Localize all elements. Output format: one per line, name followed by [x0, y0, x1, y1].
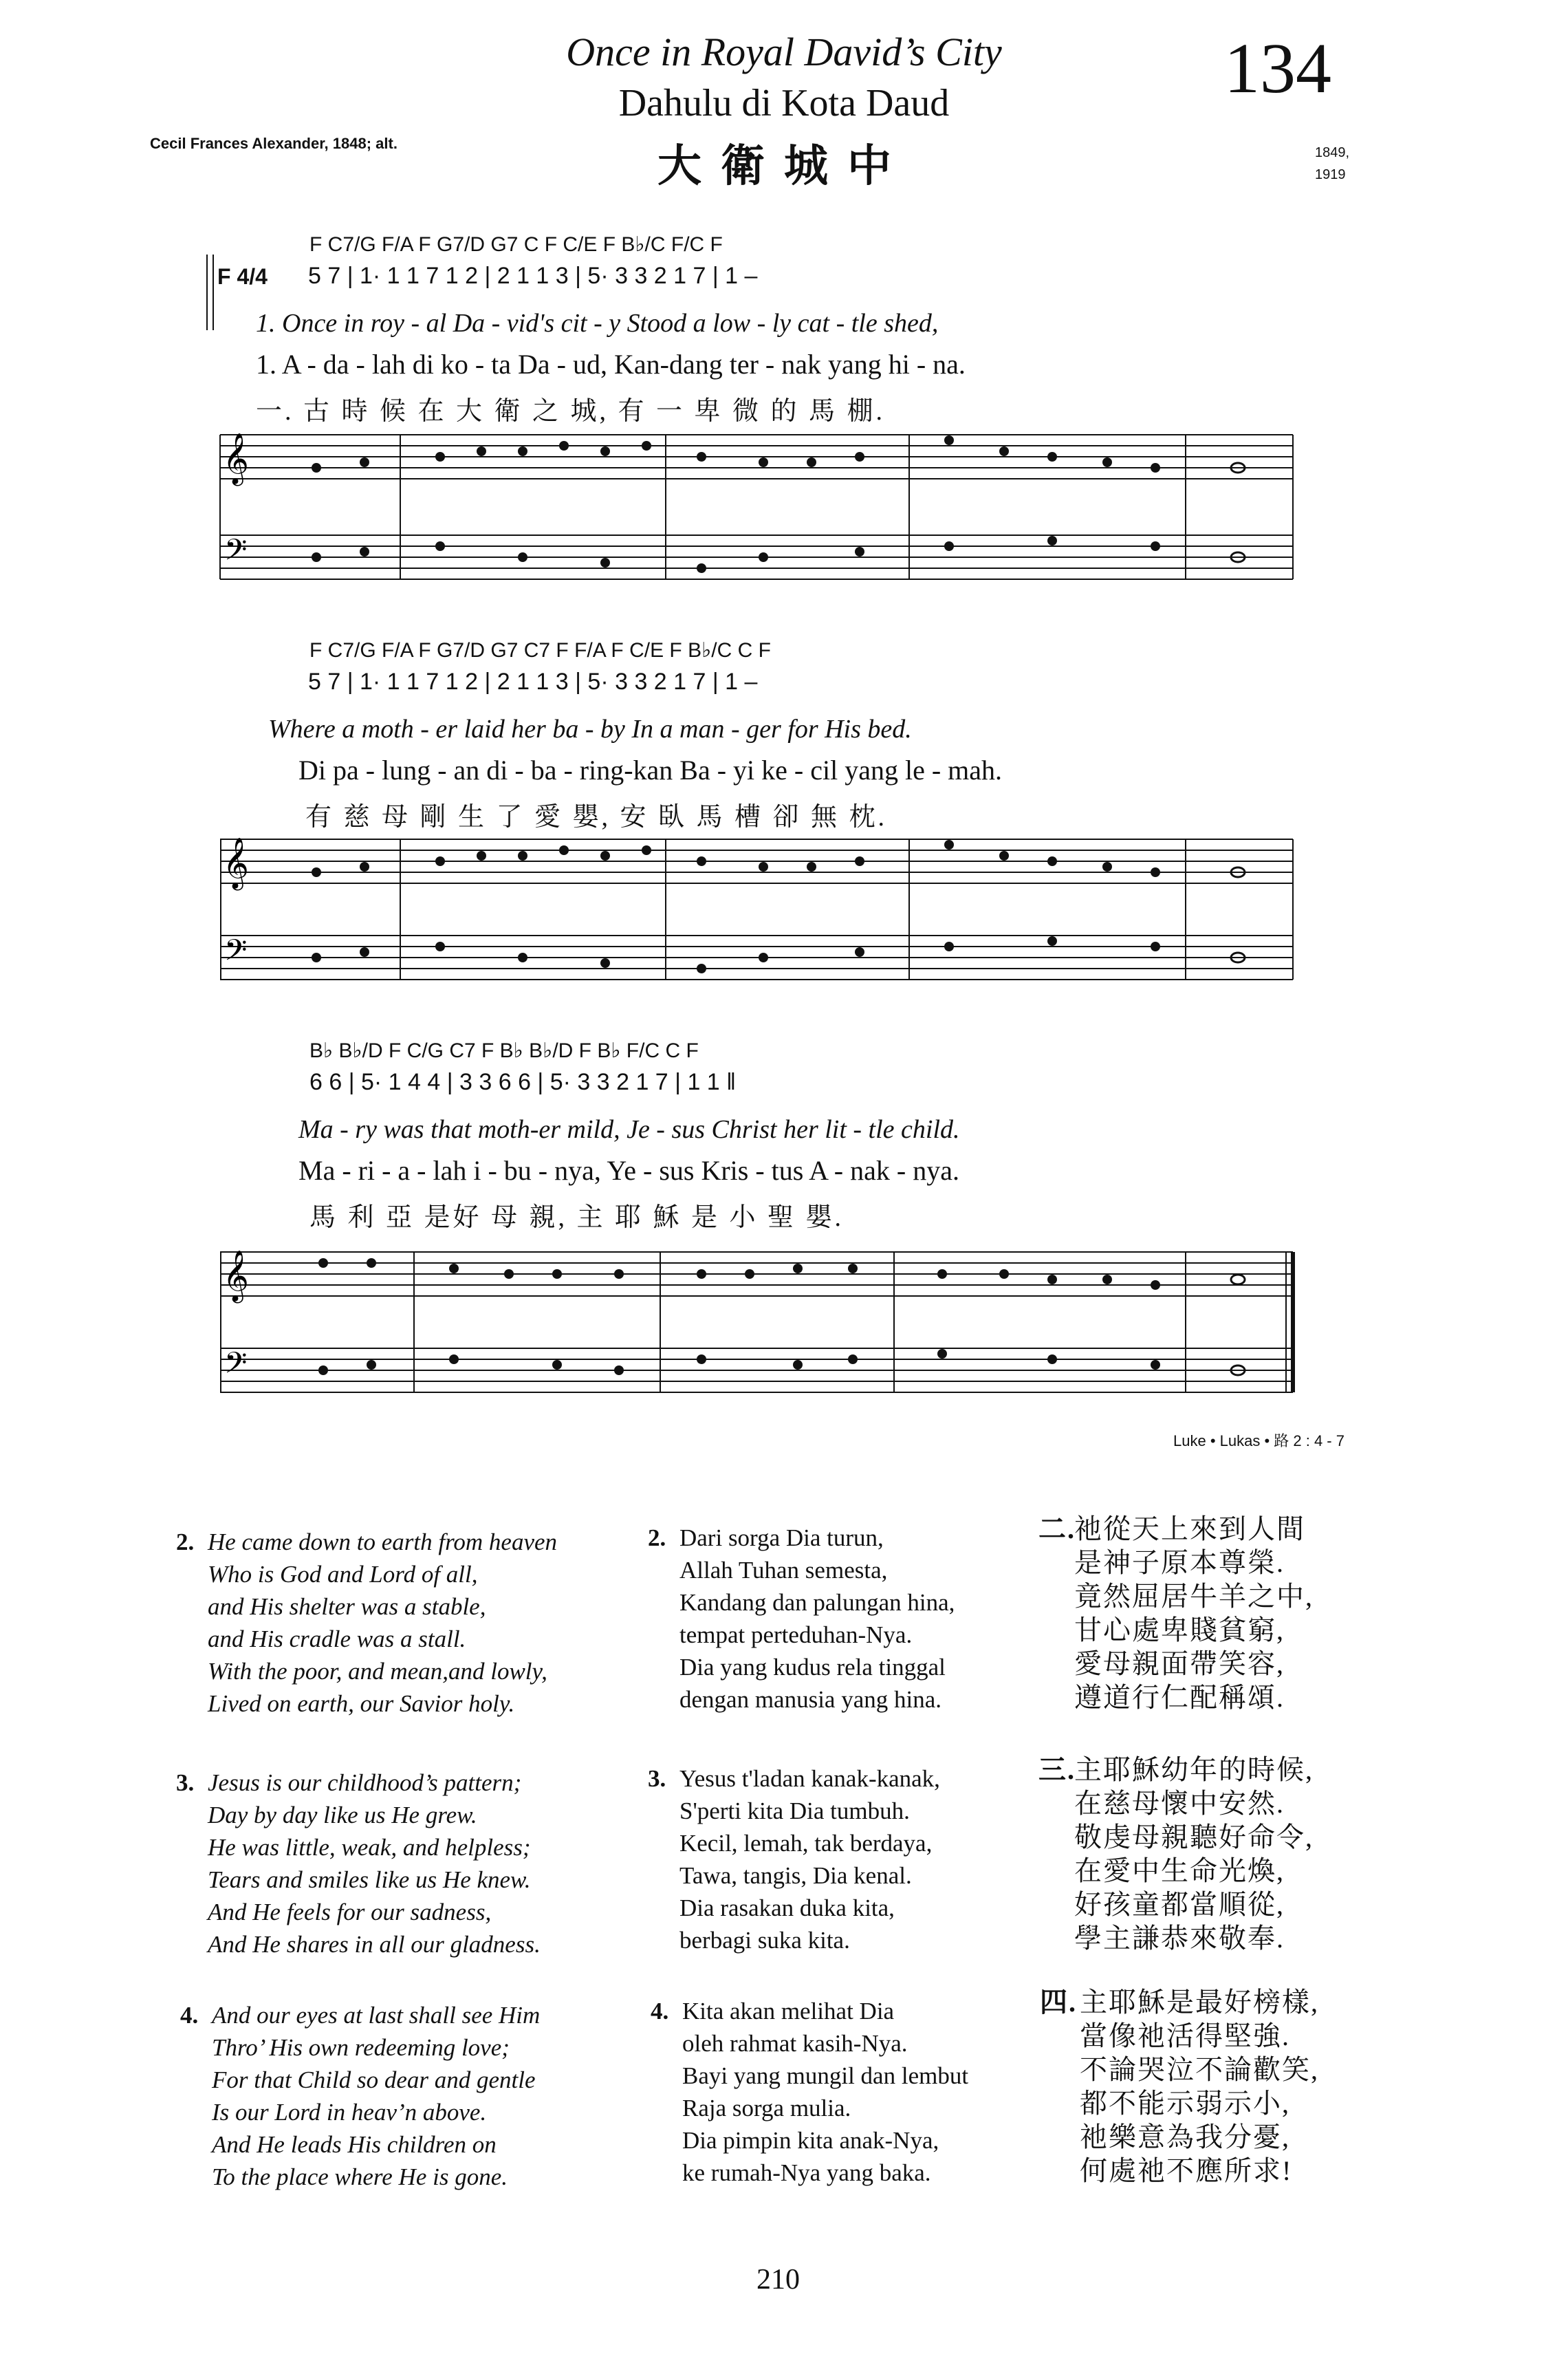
verse-line: 不論哭泣不論歡笑, — [1080, 2054, 1319, 2085]
verse-line: Is our Lord in heav’n above. — [212, 2099, 487, 2126]
verse-line: He came down to earth from heaven — [208, 1529, 558, 1555]
solfa-notation: 5 7 | 1· 1 1 7 1 2 | 2 1 1 3 | 5· 3 3 2 1 7 | 1 – — [308, 263, 758, 289]
solfa-notation: 6 6 | 5· 1 4 4 | 3 3 6 6 | 5· 3 3 2 1 7 | 1 1 ‖ — [309, 1069, 737, 1095]
verse-line: Day by day like us He grew. — [208, 1802, 477, 1828]
verse-line: To the place where He is gone. — [212, 2163, 508, 2190]
verse-line: 主耶穌是最好榜樣, — [1080, 1987, 1319, 2018]
verse-line: Thro’ His own redeeming love; — [212, 2034, 510, 2061]
verse-4-english — [180, 1999, 541, 2193]
verse-line: 甘心處卑賤貧窮, — [1074, 1615, 1285, 1645]
composer-years — [1315, 142, 1349, 186]
lyrics-indonesian: 1. A - da - lah di ko - ta Da - ud, Kan-dang ter - nak yang hi - na. — [256, 349, 966, 380]
verse-line: Kecil, lemah, tak berdaya, — [679, 1830, 933, 1857]
verse-number: 4. — [180, 2002, 199, 2029]
verse-line: And He feels for our sadness, — [208, 1899, 492, 1925]
verse-line: oleh rahmat kasih-Nya. — [682, 2030, 908, 2057]
verse-3-indonesian — [648, 1762, 940, 1956]
verse-line: Kita akan melihat Dia — [682, 1998, 895, 2024]
verse-line: Dia pimpin kita anak-Nya, — [682, 2127, 939, 2154]
lyrics-english: Ma - ry was that moth-er mild, Je - sus Christ her lit - tle child. — [298, 1115, 960, 1144]
verse-line: 祂從天上來到人間 — [1074, 1513, 1305, 1544]
verse-number: 2. — [176, 1529, 195, 1555]
verse-line: S'perti kita Dia tumbuh. — [679, 1797, 910, 1824]
verse-line: 祂樂意為我分憂, — [1080, 2121, 1290, 2152]
verse-4-chinese — [1040, 1985, 1319, 2188]
verse-number: 4. — [651, 1998, 669, 2024]
verse-line: berbagi suka kita. — [679, 1927, 850, 1954]
score-staff-system-2 — [220, 812, 1307, 1004]
svg-text:𝄞: 𝄞 — [223, 433, 249, 484]
verse-line: 在愛中生命光煥, — [1074, 1855, 1285, 1886]
chord-symbols: F C7/G F/A F G7/D G7 C7 F F/A F C/E F B♭/C C F — [309, 639, 771, 662]
verse-line: ke rumah-Nya yang baka. — [682, 2159, 931, 2186]
verse-line: And He leads His children on — [212, 2131, 497, 2158]
verse-line: Tawa, tangis, Dia kenal. — [679, 1862, 912, 1889]
verse-line: And our eyes at last shall see Him — [212, 2002, 541, 2029]
verse-line: And He shares in all our gladness. — [208, 1931, 541, 1958]
verse-line: 都不能示弱示小, — [1080, 2088, 1290, 2119]
verse-line: 愛母親面帶笑容, — [1074, 1648, 1285, 1679]
lyrics-chinese: 一. 古 時 候 在 大 衛 之 城, 有 一 卑 微 的 馬 棚. — [256, 397, 886, 426]
verse-3-chinese — [1038, 1753, 1314, 1955]
verse-line: Dari sorga Dia turun, — [679, 1524, 884, 1551]
page-number: 210 — [756, 2264, 800, 2296]
verse-line: 是神子原本尊榮. — [1074, 1547, 1285, 1578]
verse-number: 3. — [176, 1769, 195, 1796]
verse-line: Bayi yang mungil dan lembut — [682, 2062, 969, 2089]
verse-2-indonesian — [648, 1522, 955, 1716]
svg-text:𝄞: 𝄞 — [223, 1251, 249, 1302]
lyrics-english: 1. Once in roy - al Da - vid's cit - y Stood a low - ly cat - tle shed, — [256, 309, 939, 338]
svg-text:𝄢: 𝄢 — [224, 933, 248, 975]
verse-number: 四. — [1040, 1987, 1077, 2018]
scripture-reference: Luke • Lukas • 路 2 : 4 - 7 — [1173, 1432, 1344, 1449]
verse-line: 遵道行仁配稱頌. — [1074, 1682, 1285, 1713]
verse-number: 3. — [648, 1765, 666, 1792]
verse-line: and His cradle was a stall. — [208, 1626, 466, 1652]
verse-line: Who is God and Lord of all, — [208, 1561, 478, 1588]
verse-line: He was little, weak, and helpless; — [208, 1834, 531, 1861]
verse-line: Dia rasakan duka kita, — [679, 1894, 895, 1921]
verse-line: 學主謙恭來敬奉. — [1074, 1923, 1285, 1954]
chord-symbols: B♭ B♭/D F C/G C7 F B♭ B♭/D F B♭ F/C C F — [309, 1039, 699, 1062]
verse-3-english — [176, 1767, 541, 1961]
verse-line: tempat perteduhan-Nya. — [679, 1621, 913, 1648]
verse-line: For that Child so dear and gentle — [212, 2066, 536, 2093]
verse-2-english — [176, 1526, 558, 1720]
verse-number: 二. — [1038, 1513, 1076, 1544]
lyrics-chinese: 馬 利 亞 是好 母 親, 主 耶 穌 是 小 聖 嬰. — [309, 1203, 845, 1232]
verse-2-chinese — [1038, 1512, 1314, 1714]
svg-text:𝄞: 𝄞 — [223, 838, 249, 889]
verse-line: Lived on earth, our Savior holy. — [208, 1690, 515, 1717]
verse-line: 主耶穌幼年的時候, — [1074, 1754, 1314, 1785]
verse-line: 敬虔母親聽好命令, — [1074, 1822, 1314, 1853]
verse-line: 何處祂不應所求! — [1080, 2155, 1293, 2186]
year-2: 1919 — [1315, 167, 1346, 182]
lyrics-indonesian: Di pa - lung - an di - ba - ring-kan Ba - yi ke - cil yang le - mah. — [298, 755, 1003, 786]
score-staff-system-1 — [206, 255, 1307, 598]
hymn-number: 134 — [1224, 29, 1331, 108]
verse-line: Raja sorga mulia. — [682, 2095, 851, 2121]
title-english: Once in Royal David’s City — [566, 30, 1002, 74]
verse-line: Kandang dan palungan hina, — [679, 1589, 955, 1616]
verse-line: Dia yang kudus rela tinggal — [679, 1654, 946, 1681]
title-chinese: 大衛城中 — [657, 142, 911, 191]
verse-line: 竟然屈居牛羊之中, — [1074, 1581, 1314, 1612]
lyrics-indonesian: Ma - ri - a - lah i - bu - nya, Ye - sus Kris - tus A - nak - nya. — [298, 1155, 959, 1186]
score-staff-system-3 — [220, 1224, 1307, 1417]
lyrics-chinese: 有 慈 母 剛 生 了 愛 嬰, 安 臥 馬 槽 卻 無 枕. — [305, 803, 888, 832]
verse-line: Tears and smiles like us He knew. — [208, 1866, 531, 1893]
verse-line: and His shelter was a stable, — [208, 1593, 486, 1620]
solfa-notation: 5 7 | 1· 1 1 7 1 2 | 2 1 1 3 | 5· 3 3 2 1 7 | 1 – — [308, 669, 758, 695]
title-indonesian: Dahulu di Kota Daud — [618, 82, 950, 125]
svg-text:𝄢: 𝄢 — [224, 533, 248, 574]
key-signature: F 4/4 — [217, 264, 268, 289]
year-1: 1849, — [1315, 145, 1350, 160]
author-credit: Cecil Frances Alexander, 1848; alt. — [150, 135, 398, 152]
verse-4-indonesian — [651, 1995, 969, 2189]
verse-line: 好孩童都當順從, — [1074, 1889, 1285, 1920]
verse-line: Jesus is our childhood’s pattern; — [208, 1769, 522, 1796]
svg-text:𝄢: 𝄢 — [224, 1346, 248, 1387]
verse-line: 當像祂活得堅強. — [1080, 2020, 1290, 2051]
verse-number: 三. — [1038, 1754, 1076, 1785]
verse-line: With the poor, and mean,and lowly, — [208, 1658, 547, 1685]
lyrics-english: Where a moth - er laid her ba - by In a man - ger for His bed. — [268, 715, 912, 744]
verse-line: Allah Tuhan semesta, — [679, 1557, 888, 1584]
verse-line: dengan manusia yang hina. — [679, 1686, 942, 1713]
verse-number: 2. — [648, 1524, 666, 1551]
verse-line: 在慈母懷中安然. — [1074, 1788, 1285, 1819]
verse-line: Yesus t'ladan kanak-kanak, — [679, 1765, 940, 1792]
chord-symbols: F C7/G F/A F G7/D G7 C F C/E F B♭/C F/C F — [309, 233, 723, 256]
